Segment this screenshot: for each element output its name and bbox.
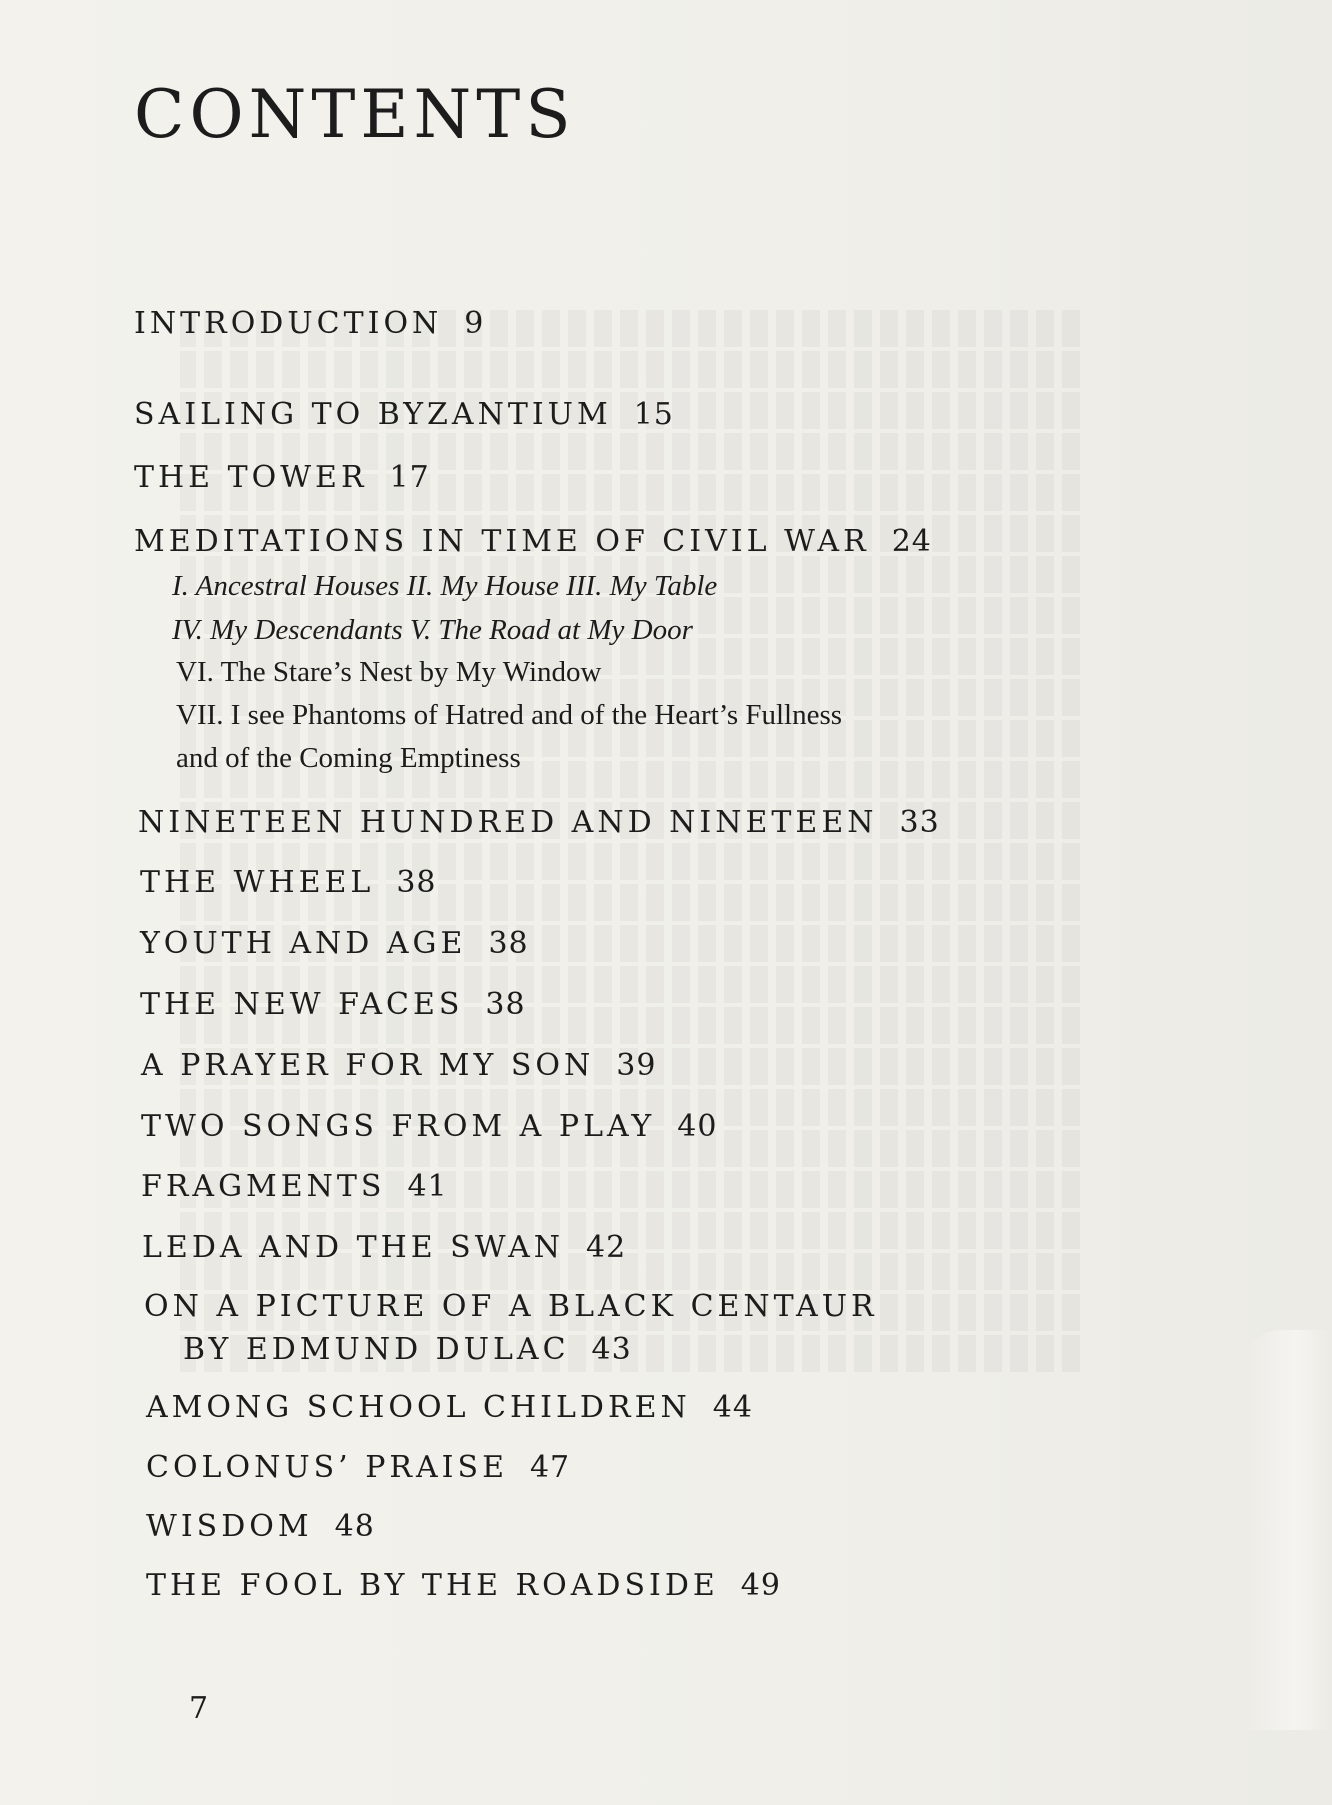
toc-entry-title: A PRAYER FOR MY SON: [141, 1048, 595, 1083]
toc-entry-title: THE FOOL BY THE ROADSIDE: [146, 1568, 719, 1603]
toc-entry-page: 38: [488, 926, 529, 961]
toc-entry-page: 42: [586, 1230, 627, 1265]
toc-entry: [142, 1230, 627, 1265]
toc-entry: [140, 987, 526, 1022]
toc-entry-title: YOUTH AND AGE: [140, 926, 467, 961]
toc-entry-page: 41: [407, 1169, 448, 1204]
toc-entry-page: 17: [389, 460, 430, 495]
toc-entry: [146, 1450, 571, 1485]
toc-entry-title: THE NEW FACES: [140, 987, 464, 1022]
toc-entry-page: 44: [712, 1390, 753, 1425]
toc-entry-title: COLONUS’ PRAISE: [146, 1450, 508, 1485]
toc-entry-title: TWO SONGS FROM A PLAY: [141, 1109, 656, 1144]
toc-entry-page: 24: [891, 524, 932, 559]
toc-entry: [141, 1109, 718, 1144]
page-edge-highlight: [1242, 1330, 1332, 1730]
toc-entry-title: NINETEEN HUNDRED AND NINETEEN: [138, 805, 878, 840]
toc-entry: [146, 1568, 781, 1603]
toc-entry-page: 49: [740, 1568, 781, 1603]
toc-entry-page: 9: [464, 306, 485, 341]
toc-entry-title: BY EDMUND DULAC: [183, 1332, 570, 1367]
page-title: CONTENTS: [134, 76, 576, 153]
meditations-section-line: I. Ancestral Houses II. My House III. My Table: [172, 570, 718, 602]
toc-entry: [141, 1048, 657, 1083]
toc-entry: [134, 460, 430, 495]
toc-entry-title: LEDA AND THE SWAN: [142, 1230, 564, 1265]
toc-entry: [138, 805, 940, 840]
toc-entry-title: SAILING TO BYZANTIUM: [134, 397, 612, 432]
toc-entry: [144, 1289, 878, 1324]
toc-entry: [134, 524, 932, 559]
toc-entry-title: MEDITATIONS IN TIME OF CIVIL WAR: [134, 524, 870, 559]
toc-entry-title: ON A PICTURE OF A BLACK CENTAUR: [144, 1289, 878, 1324]
toc-entry-title: AMONG SCHOOL CHILDREN: [146, 1390, 691, 1425]
toc-entry-continuation: [183, 1332, 632, 1367]
toc-entry-page: 39: [616, 1048, 657, 1083]
toc-entry-page: 48: [334, 1509, 375, 1544]
toc-entry-title: THE WHEEL: [140, 865, 375, 900]
toc-entry-title: THE TOWER: [134, 460, 368, 495]
toc-entry: [146, 1509, 375, 1544]
toc-entry: [140, 926, 529, 961]
toc-entry-page: 33: [899, 805, 940, 840]
toc-entry: [134, 397, 674, 432]
toc-entry-page: 38: [485, 987, 526, 1022]
toc-entry-page: 43: [591, 1332, 632, 1367]
meditations-section-line: IV. My Descendants V. The Road at My Door: [172, 614, 693, 646]
toc-entry-title: FRAGMENTS: [141, 1169, 386, 1204]
toc-entry: [134, 306, 485, 341]
toc-entry-page: 40: [677, 1109, 718, 1144]
toc-entry: [141, 1169, 448, 1204]
meditations-section-line: VII. I see Phantoms of Hatred and of the Heart’s Fullness: [176, 699, 843, 731]
meditations-section-line: VI. The Stare’s Nest by My Window: [176, 656, 602, 688]
toc-entry-title: INTRODUCTION: [134, 306, 443, 341]
toc-entry: [140, 865, 437, 900]
toc-entry-page: 15: [633, 397, 674, 432]
toc-entry: [146, 1390, 753, 1425]
meditations-section-line: and of the Coming Emptiness: [176, 742, 521, 774]
page-number: 7: [189, 1691, 209, 1726]
toc-entry-title: WISDOM: [146, 1509, 313, 1544]
toc-entry-page: 38: [396, 865, 437, 900]
toc-entry-page: 47: [529, 1450, 571, 1485]
